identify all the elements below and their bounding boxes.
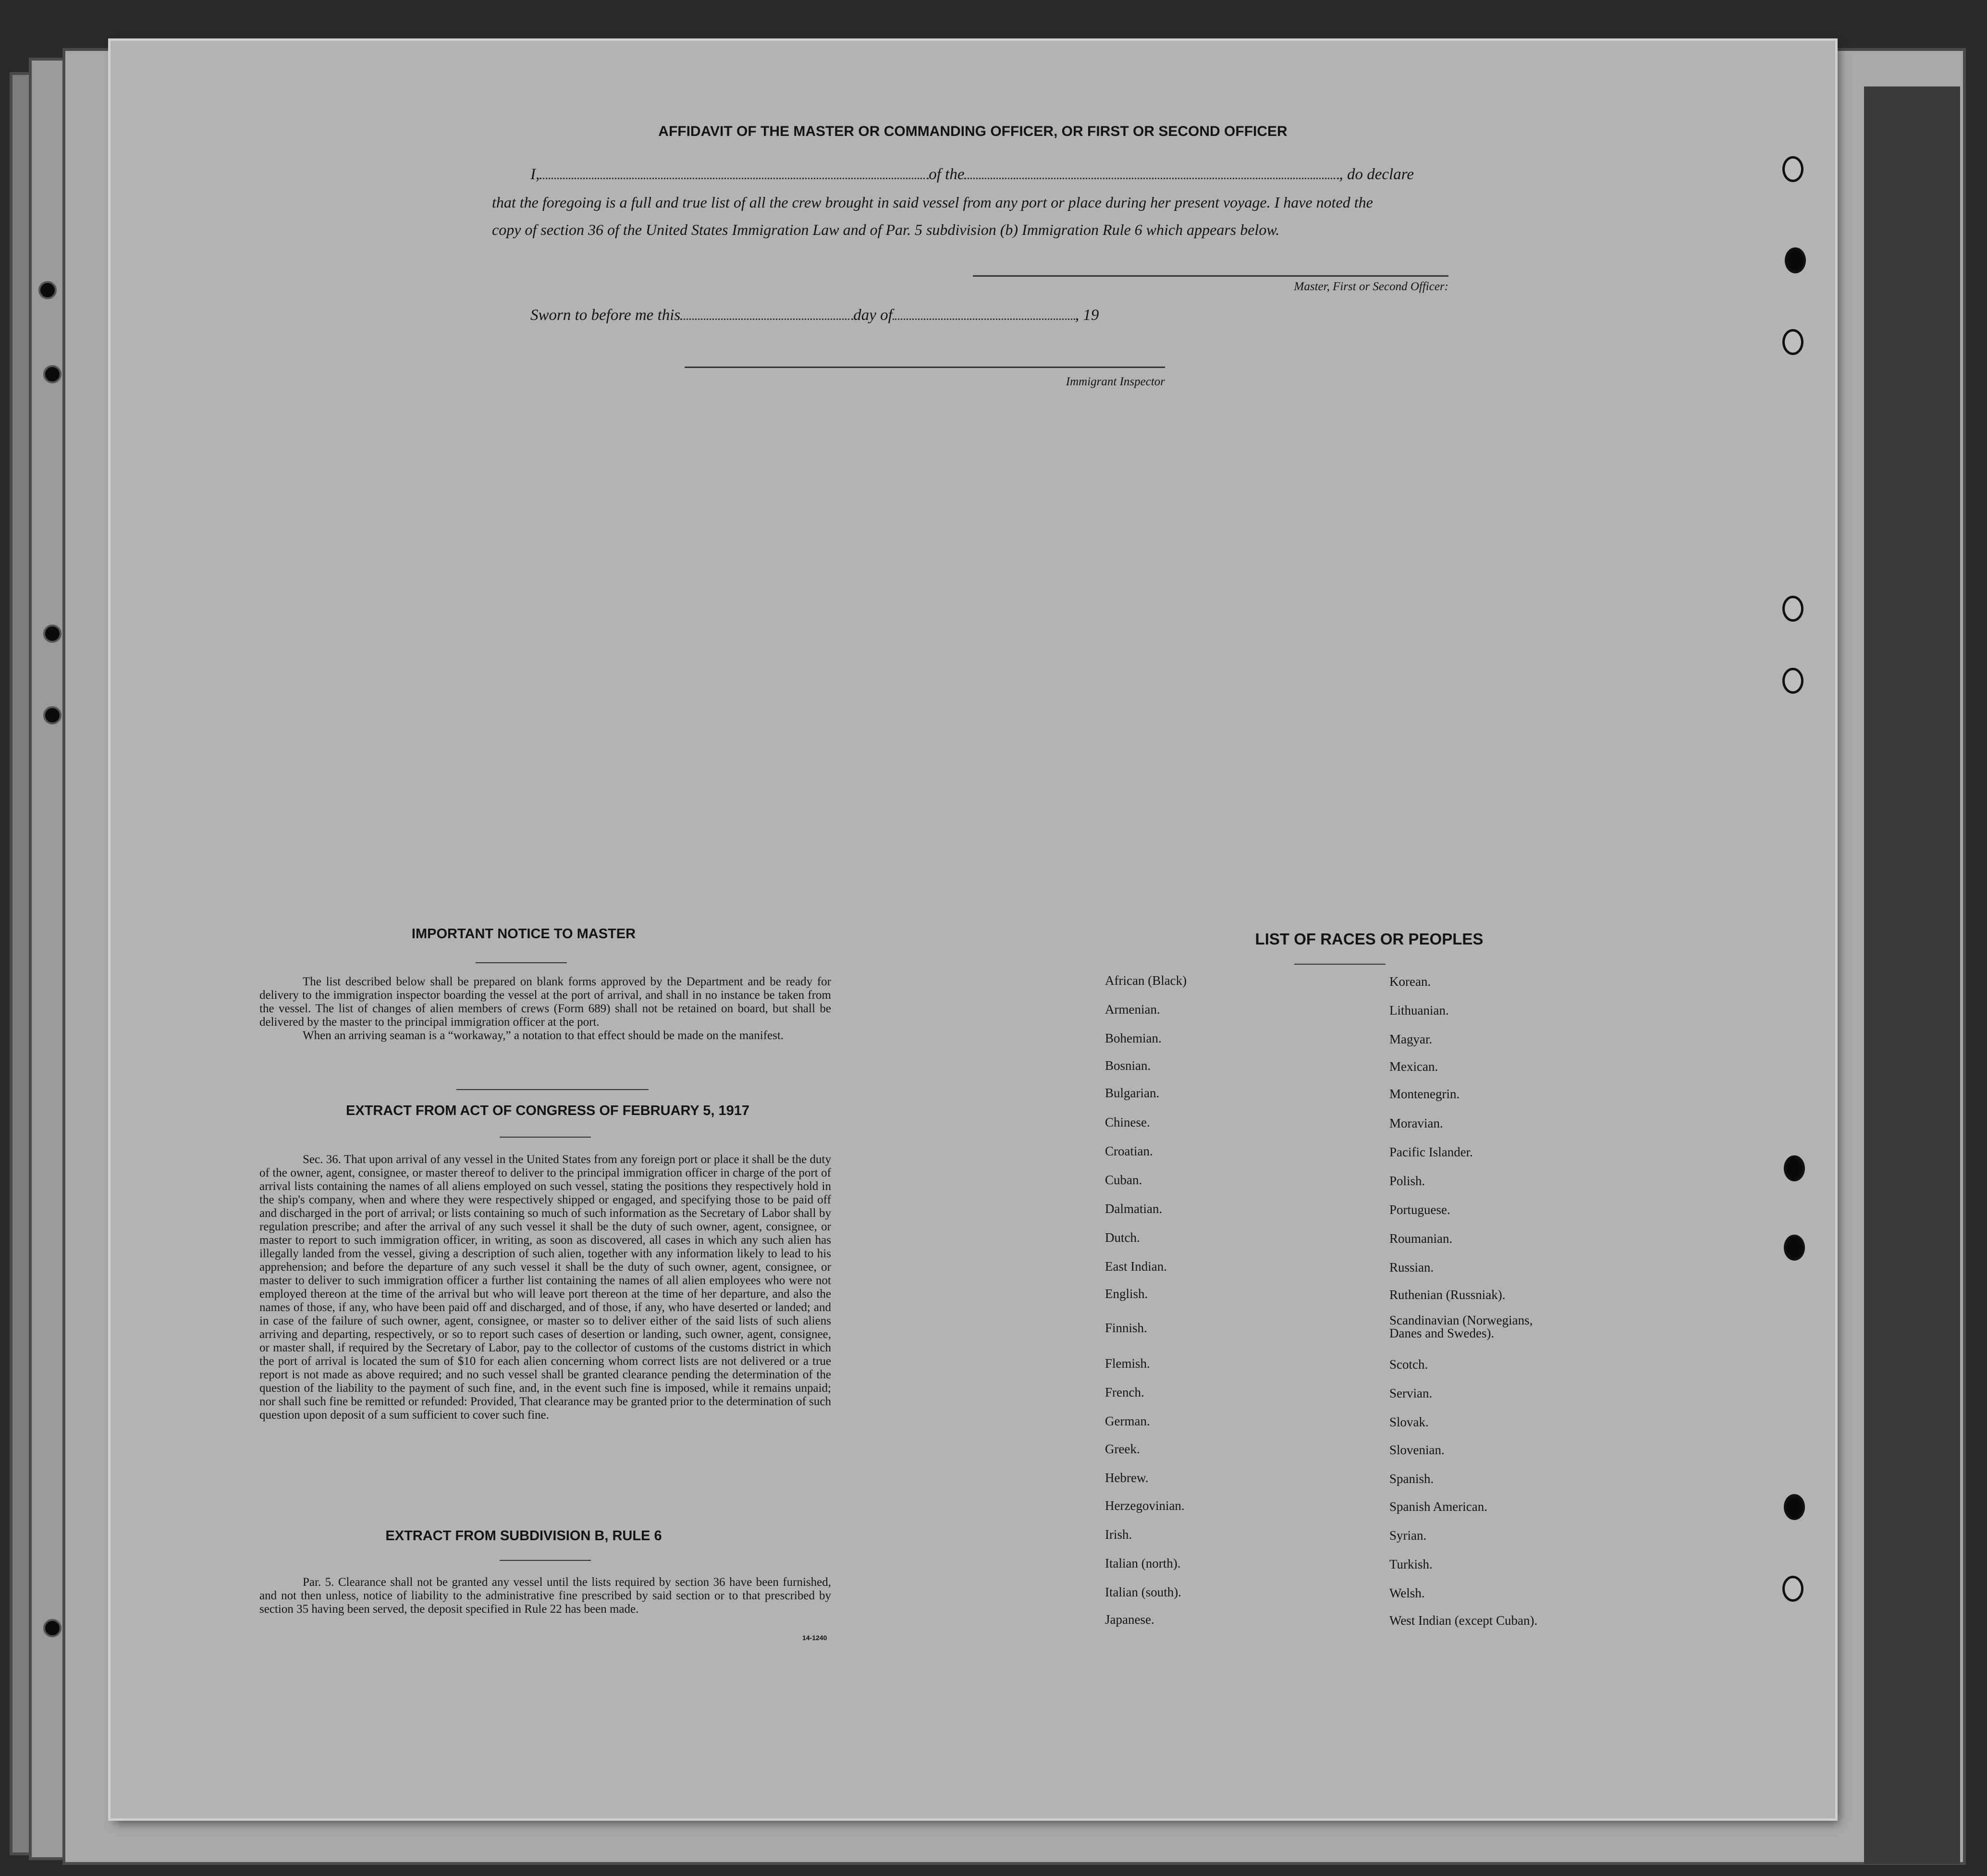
race-item: Cuban. (1105, 1173, 1142, 1187)
race-item: Magyar. (1389, 1032, 1433, 1046)
race-item: Hebrew. (1105, 1471, 1149, 1485)
race-item: Montenegrin. (1389, 1087, 1460, 1101)
race-item: Flemish. (1105, 1356, 1150, 1371)
punch-hole (1785, 247, 1806, 273)
divider (500, 1137, 591, 1138)
extract-act-title: EXTRACT FROM ACT OF CONGRESS OF FEBRUARY 5, 1917 (345, 1103, 750, 1118)
extract-act-text (259, 1153, 831, 1422)
race-item: Korean. (1389, 974, 1431, 989)
affidavit-i: I, (530, 166, 540, 183)
punch-hole (1784, 1155, 1805, 1181)
sworn-line (530, 307, 1099, 324)
affidavit-declare: , do declare (1339, 166, 1414, 183)
race-item: Greek. (1105, 1442, 1140, 1456)
race-item: Mexican. (1389, 1059, 1438, 1074)
punch-hole (1782, 329, 1803, 355)
race-item: Servian. (1389, 1386, 1433, 1400)
race-item: French. (1105, 1385, 1144, 1399)
punch-hole (1782, 1576, 1803, 1602)
extract-rule-title: EXTRACT FROM SUBDIVISION B, RULE 6 (385, 1528, 662, 1544)
race-item: Syrian. (1389, 1528, 1427, 1543)
section-36-paragraph: Sec. 36. That upon arrival of any vessel in the United States from any foreign port or place it shall be the duty of the owner, agent, consignee, or master thereof to deliver to the principal immigration officer in charge of the port of arrival lists containing the names of all aliens employed on such vessel, stating the positions they respectively hold in the ship's company, when and where they were respectively shipped or engaged, and specifying those to be paid off and discharged in the port of arrival; or lists containing so much of such information as the Secretary of Labor shall by regulation prescribe; and after the arrival of any such vessel it shall be the duty of such owner, agent, consignee, or master to report to such immigration officer, in writing, as soon as discovered, all cases in which any such alien has illegally landed from the vessel, giving a description of such alien, together with any information likely to lead to his apprehension; and before the departure of any such vessel it shall be the duty of such owner, agent, consignee, or master to deliver to such immigration officer a further list containing the names of all alien employees who were not employed thereon at the time of the arrival but who will leave port thereon at the time of her departure, and also the names of those, if any, who have been paid off and discharged, and of those, if any, who have deserted or landed; and in case of the failure of such owner, agent, consignee, or master so to deliver either of the said lists of such aliens arriving and departing, respectively, or so to report such cases of desertion or landing, such owner, agent, consignee, or master shall, if required by the Secretary of Labor, pay to the collector of customs of the customs district in which the port of arrival is located the sum of $10 for each alien concerning whom correct lists are not delivered or a true report is not made as above required; and no such vessel shall be granted clearance pending the determination of the question of the liability to the payment of such fine, and, in the event such fine is imposed, while it remains unpaid; nor shall such fine be remitted or refunded: Provided, That clearance may be granted prior to the determination of such question upon deposit of a sum sufficient to cover such fine. (259, 1153, 831, 1422)
race-item: Finnish. (1105, 1321, 1147, 1335)
binder-hole (38, 281, 57, 299)
race-item: Dalmatian. (1105, 1202, 1163, 1216)
divider (1294, 964, 1386, 965)
punch-hole (1782, 596, 1803, 622)
race-item: Irish. (1105, 1527, 1132, 1542)
affidavit-of-the: of the (929, 166, 965, 183)
affidavit-line1 (530, 166, 1414, 184)
race-item: Russian. (1389, 1260, 1434, 1275)
binder-hole (43, 1619, 61, 1637)
race-item: Ruthenian (Russniak). (1389, 1287, 1506, 1302)
punch-hole (1784, 1494, 1805, 1520)
race-item: Portuguese. (1389, 1202, 1450, 1217)
race-item: Scandinavian (Norwegians, Danes and Swedes). (1389, 1313, 1533, 1340)
form-number: 14-1240 (802, 1634, 827, 1642)
inspector-signature-label: Immigrant Inspector (1066, 375, 1165, 388)
vessel-name-field[interactable] (964, 178, 1339, 179)
race-item: Spanish American. (1389, 1499, 1487, 1514)
race-item: Herzegovinian. (1105, 1498, 1185, 1513)
race-item: Armenian. (1105, 1002, 1160, 1017)
race-item: Japanese. (1105, 1612, 1154, 1627)
race-item: Bosnian. (1105, 1058, 1151, 1073)
race-item: Bulgarian. (1105, 1086, 1160, 1100)
extract-rule-text (259, 1576, 831, 1616)
race-item: East Indian. (1105, 1259, 1167, 1274)
race-item: West Indian (except Cuban). (1389, 1613, 1538, 1628)
binder-edge (1864, 86, 1960, 1864)
race-item: Roumanian. (1389, 1231, 1453, 1246)
race-item: Moravian. (1389, 1116, 1443, 1130)
race-item: Slovak. (1389, 1415, 1429, 1429)
sworn-day-field[interactable] (680, 319, 853, 320)
master-name-field[interactable] (540, 178, 929, 179)
race-item: Polish. (1389, 1174, 1425, 1188)
binder-hole (43, 365, 61, 383)
notice-paragraph: When an arriving seaman is a “workaway,” a notation to that effect should be made on the manifest. (303, 1029, 784, 1042)
notice-text (259, 975, 831, 1042)
race-item: Italian (south). (1105, 1585, 1181, 1599)
manifest-page (110, 41, 1835, 1818)
affidavit-title: AFFIDAVIT OF THE MASTER OR COMMANDING OFFICER, OR FIRST OR SECOND OFFICER (658, 123, 1288, 139)
race-item: Bohemian. (1105, 1031, 1162, 1045)
master-signature-label: Master, First or Second Officer: (1294, 280, 1448, 293)
binder-hole (43, 625, 61, 643)
sworn-prefix: Sworn to before me this (530, 307, 681, 324)
race-item: African (Black) (1105, 973, 1187, 988)
race-item: Chinese. (1105, 1115, 1150, 1129)
affidavit-line3: copy of section 36 of the United States Immigration Law and of Par. 5 subdivision (b) Immigration Rule 6 which appears below. (492, 221, 1280, 238)
races-title: LIST OF RACES OR PEOPLES (1255, 930, 1484, 948)
sworn-day-of: day of (853, 307, 893, 324)
race-item: Spanish. (1389, 1471, 1434, 1486)
race-item: Slovenian. (1389, 1443, 1445, 1457)
inspector-signature-line[interactable] (685, 367, 1165, 368)
divider (500, 1560, 591, 1561)
master-signature-line[interactable] (973, 275, 1448, 277)
affidavit-line2: that the foregoing is a full and true list of all the crew brought in said vessel from any port or place during her present voyage. I have noted the (492, 194, 1373, 211)
divider (476, 962, 567, 963)
race-item: German. (1105, 1414, 1150, 1428)
race-item: Croatian. (1105, 1144, 1153, 1158)
divider (456, 1089, 649, 1090)
punch-hole (1782, 668, 1803, 694)
notice-title: IMPORTANT NOTICE TO MASTER (411, 926, 636, 942)
sworn-year: , 19 (1075, 307, 1099, 324)
race-item: Scotch. (1389, 1357, 1428, 1372)
race-item: Welsh. (1389, 1586, 1425, 1600)
punch-hole (1782, 156, 1803, 182)
race-item: Pacific Islander. (1389, 1145, 1473, 1159)
notice-paragraph: The list described below shall be prepared on blank forms approved by the Department and be ready for delivery to the immigration inspector boarding the vessel at the port of arrival, and shall in no instance be taken from the vessel. The list of changes of alien members of crews (Form 689) shall not be retained on board, but shall be delivered by the master to the principal immigration officer at the port. (259, 975, 831, 1029)
race-item: English. (1105, 1287, 1148, 1301)
punch-hole (1784, 1235, 1805, 1261)
race-item: Italian (north). (1105, 1556, 1181, 1570)
sworn-month-field[interactable] (893, 319, 1075, 320)
race-item: Lithuanian. (1389, 1003, 1449, 1018)
race-item: Dutch. (1105, 1230, 1140, 1245)
race-item: Turkish. (1389, 1557, 1433, 1571)
binder-hole (43, 706, 61, 724)
rule-6-paragraph: Par. 5. Clearance shall not be granted any vessel until the lists required by section 36 have been furnished, and not then unless, notice of liability to the administrative fine prescribed by said section or to that prescribed by section 35 having been served, the deposit specified in Rule 22 has been made. (259, 1576, 831, 1616)
